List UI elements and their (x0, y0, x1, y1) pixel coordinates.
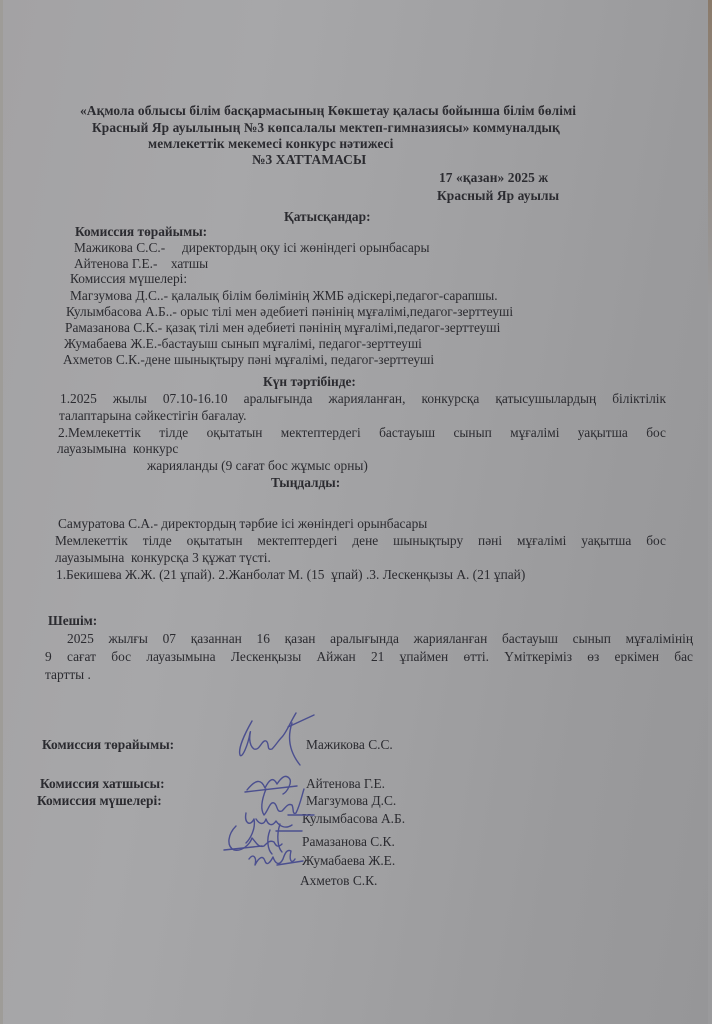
heard-candidates: 1.Бекишева Ж.Ж. (21 ұпай). 2.Жанболат М. (15 ұпай) .3. Лескенқызы А. (21 ұпай) (56, 567, 526, 582)
protocol-title: №3 ХАТТАМАСЫ (252, 152, 367, 167)
heard-line-2: лауазымына конкурсқа 3 құжат түсті. (55, 550, 271, 565)
member-entry: Кулымбасова А.Б..- орыс тілі мен әдебиеті пәнінің мұғалімі,педагог-зерттеуші (66, 304, 514, 319)
heard-speaker: Самуратова С.А.- директордың тәрбие ісі жөніндегі орынбасары (58, 516, 428, 531)
heard-line-1: Мемлекеттік тілде оқытатын мектептердегі дене шынықтыру пәні мұғалімі уақытша бос (55, 533, 666, 548)
paper-edge-left (0, 0, 3, 1024)
member-entry: Ахметов С.К.-дене шынықтыру пәні мұғалімі, педагог-зерттеуші (63, 352, 435, 367)
signature-member-name: Ахметов С.К. (300, 873, 378, 888)
header-line-1: «Ақмола облысы білім басқармасының Көкшетау қаласы бойынша білім бөлімі (80, 103, 577, 118)
header-line-3: мемлекеттік мекемесі конкурс нәтижесі (148, 136, 394, 151)
protocol-date: 17 «қазан» 2025 ж (439, 170, 549, 185)
signature-secretary-label: Комиссия хатшысы: (40, 776, 165, 791)
signature-chair-label: Комиссия төрайымы: (42, 737, 175, 752)
chair-heading: Комиссия төрайымы: (75, 224, 208, 239)
member-entry: Магзумова Д.С..- қалалық білім бөлімінің ЖМБ әдіскері,педагог-сарапшы. (70, 288, 498, 303)
decision-line-1: 2025 жылғы 07 қазаннан 16 қазан аралығында жарияланған бастауыш сынып мұғалімінің (67, 631, 693, 646)
participants-heading: Қатысқандар: (284, 209, 371, 224)
agenda-item-2-line-2: лауазымына конкурс (57, 441, 179, 456)
agenda-item-1-line-2: талаптарына сәйкестігін бағалау. (59, 408, 247, 423)
signature-member-name: Жумабаева Ж.Е. (302, 853, 396, 868)
protocol-place: Красный Яр ауылы (437, 188, 560, 203)
signature-chair-name: Мажикова С.С. (306, 737, 393, 752)
decision-line-2: 9 сағат бос лауазымына Лескенқызы Айжан 21 ұпаймен өтті. Үміткеріміз өз еркімен бас (45, 649, 693, 664)
agenda-item-2-line-1: 2.Мемлекеттік тілде оқытатын мектептердегі бастауыш сынып мұғалімі уақытша бос (58, 425, 666, 440)
signature-member-4-handwritten (245, 845, 305, 875)
signature-members-label: Комиссия мүшелері: (37, 793, 162, 808)
signature-secretary-name: Айтенова Г.Е. (306, 776, 386, 791)
agenda-heading: Күн тәртібінде: (263, 374, 356, 389)
decision-line-3: тартты . (45, 667, 91, 682)
signature-member-name: Рамазанова С.К. (302, 834, 395, 849)
chair-entry: Мажикова С.С.- директордың оқу ісі жөніндегі орынбасары (74, 240, 430, 255)
decision-heading: Шешім: (48, 613, 98, 628)
secretary-entry: Айтенова Г.Е.- хатшы (74, 256, 209, 271)
header-line-2: Красный Яр ауылының №3 көпсалалы мектеп-гимназиясы» коммуналдық (92, 120, 560, 135)
signature-member-name: Кулымбасова А.Б. (302, 811, 406, 826)
member-entry: Рамазанова С.К.- қазақ тілі мен әдебиеті пәнінің мұғалімі,педагог-зерттеуші (65, 320, 501, 335)
members-heading: Комиссия мүшелері: (70, 271, 188, 286)
paper-edge-right (708, 0, 712, 1024)
heard-heading: Тыңдалды: (271, 475, 341, 490)
signature-member-name: Магзумова Д.С. (306, 793, 397, 808)
agenda-item-1-line-1: 1.2025 жылы 07.10-16.10 аралығында жарияланған, конкурсқа қатысушылардың біліктілік (60, 391, 666, 406)
member-entry: Жумабаева Ж.Е.-бастауыш сынып мұғалімі, педагог-зерттеуші (64, 336, 422, 351)
agenda-item-2-line-3: жарияланды (9 сағат бос жұмыс орны) (147, 458, 368, 473)
signature-chair-handwritten (230, 705, 320, 775)
